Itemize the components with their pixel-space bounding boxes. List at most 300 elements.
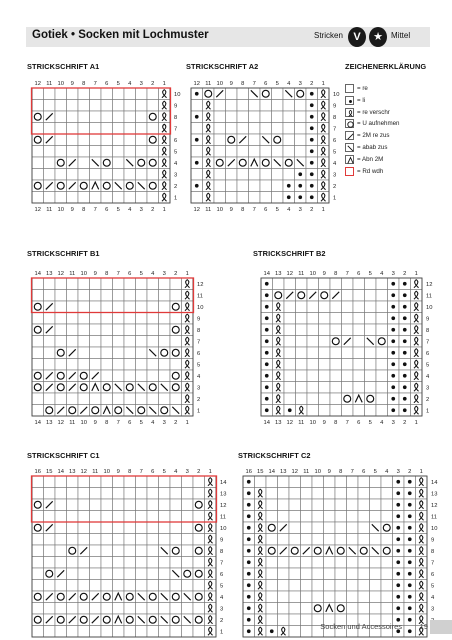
chart-cell	[113, 393, 125, 405]
chart-cell	[147, 324, 159, 336]
chart-cell	[376, 405, 388, 417]
purl-stitch-icon	[310, 115, 314, 119]
column-number: 12	[286, 271, 293, 277]
chart-cell	[113, 488, 125, 500]
chart-cell	[289, 476, 301, 488]
chart-cell	[342, 382, 354, 394]
chart-cell	[284, 370, 296, 382]
chart-cell	[170, 359, 182, 371]
chart-cell	[295, 100, 307, 112]
chart-cell	[296, 301, 308, 313]
column-number: 7	[345, 420, 349, 426]
column-number: 3	[139, 207, 143, 213]
chart-cell	[78, 290, 90, 302]
column-number: 7	[252, 207, 256, 213]
column-number: 8	[241, 207, 245, 213]
chart-cell	[55, 192, 67, 204]
purl-stitch-icon	[403, 397, 407, 401]
column-number: 7	[116, 271, 120, 277]
chart-cell	[101, 603, 113, 615]
chart-cell	[347, 476, 359, 488]
column-number: 6	[362, 469, 366, 475]
column-number: 1	[162, 81, 166, 87]
column-number: 12	[57, 271, 64, 277]
purl-stitch-icon	[403, 351, 407, 355]
column-number: 4	[287, 207, 291, 213]
chart-cell	[319, 278, 331, 290]
chart-cell	[272, 169, 284, 181]
chart-cell	[124, 370, 136, 382]
chart-cell	[101, 591, 113, 603]
v-needle-icon: V	[348, 27, 366, 47]
k2tog-symbol-icon	[345, 131, 354, 140]
chart-cell	[289, 591, 301, 603]
chart-cell	[55, 580, 67, 592]
chart-cell	[170, 557, 182, 569]
chart-cell	[136, 499, 148, 511]
chart-cell	[214, 180, 226, 192]
chart-cell	[32, 545, 44, 557]
column-number: 2	[310, 207, 314, 213]
chart-cell	[358, 580, 370, 592]
chart-cell	[312, 591, 324, 603]
chart-cell	[113, 324, 125, 336]
legend-label: = U aufnehmen	[357, 120, 400, 128]
chart-cell	[159, 290, 171, 302]
chart-cell	[90, 603, 102, 615]
column-number: 2	[151, 207, 155, 213]
row-number: 6	[333, 138, 337, 145]
chart-cell	[101, 347, 113, 359]
chart-cell	[170, 313, 182, 325]
purl-stitch-icon	[247, 514, 251, 518]
column-number: 9	[322, 420, 326, 426]
chart-cell	[182, 603, 194, 615]
chart-cell	[124, 476, 136, 488]
chart-cell	[90, 488, 102, 500]
chart-cell	[113, 568, 125, 580]
purl-stitch-icon	[408, 560, 412, 564]
chart-cell	[266, 603, 278, 615]
chart-cell	[272, 192, 284, 204]
column-number: 6	[264, 81, 268, 87]
purl-stitch-icon	[396, 514, 400, 518]
column-number: 9	[116, 469, 120, 475]
chart-cell	[370, 499, 382, 511]
chart-cell	[159, 488, 171, 500]
chart-cell	[159, 499, 171, 511]
row-number: 11	[197, 293, 204, 300]
chart-cell	[324, 522, 336, 534]
twisted-knit-symbol-icon	[345, 108, 354, 117]
chart-cell	[44, 557, 56, 569]
chart-cell	[32, 290, 44, 302]
chart-cell	[113, 603, 125, 615]
chart-cell	[365, 359, 377, 371]
chart-cell	[55, 169, 67, 181]
row-number: 10	[333, 92, 340, 99]
chart-cell	[296, 336, 308, 348]
column-number: 11	[298, 420, 305, 426]
chart-cell	[278, 603, 290, 615]
chart-cell	[237, 180, 249, 192]
chart-cell	[370, 534, 382, 546]
chart-cell	[193, 557, 205, 569]
column-number: 3	[139, 81, 143, 87]
chart-b1	[26, 268, 206, 428]
chart-cell	[113, 100, 125, 112]
chart-cell	[101, 111, 113, 123]
chart-cell	[295, 134, 307, 146]
chart-cell	[335, 580, 347, 592]
purl-stitch-icon	[396, 560, 400, 564]
chart-title-c1: STRICKSCHRIFT C1	[27, 451, 100, 460]
row-number: 9	[197, 316, 201, 323]
chart-cell	[358, 568, 370, 580]
chart-cell	[55, 134, 67, 146]
chart-cell	[330, 393, 342, 405]
chart-cell	[67, 534, 79, 546]
chart-cell	[55, 359, 67, 371]
row-number: 9	[220, 537, 224, 544]
column-number: 14	[34, 420, 41, 426]
chart-cell	[214, 134, 226, 146]
chart-cell	[136, 557, 148, 569]
chart-cell	[295, 123, 307, 135]
chart-cell	[301, 476, 313, 488]
row-number: 1	[220, 629, 224, 636]
legend-item	[345, 154, 445, 166]
chart-cell	[90, 290, 102, 302]
purl-stitch-icon	[247, 583, 251, 587]
column-number: 7	[139, 469, 143, 475]
chart-cell	[237, 123, 249, 135]
purl-stitch-icon	[408, 572, 412, 576]
chart-cell	[353, 301, 365, 313]
chart-cell	[237, 100, 249, 112]
chart-cell	[342, 359, 354, 371]
purl-stitch-icon	[247, 560, 251, 564]
row-number: 12	[426, 282, 433, 289]
chart-cell	[283, 111, 295, 123]
chart-cell	[136, 511, 148, 523]
chart-cell	[44, 192, 56, 204]
chart-cell	[101, 100, 113, 112]
chart-cell	[159, 370, 171, 382]
chart-cell	[365, 313, 377, 325]
chart-cell	[237, 88, 249, 100]
chart-cell	[90, 511, 102, 523]
column-number: 3	[391, 271, 395, 277]
row-number: 6	[220, 572, 224, 579]
chart-cell	[136, 488, 148, 500]
double-decrease-stitch-glyph	[346, 156, 355, 165]
chart-cell	[67, 88, 79, 100]
chart-a1	[26, 78, 186, 223]
column-number: 8	[105, 271, 109, 277]
legend-label: = re verschr	[357, 108, 390, 116]
chart-cell	[365, 278, 377, 290]
chart-cell	[32, 511, 44, 523]
chart-cell	[376, 324, 388, 336]
chart-cell	[301, 534, 313, 546]
chart-cell	[170, 580, 182, 592]
page-header	[26, 27, 430, 47]
column-number: 8	[339, 469, 343, 475]
chart-cell	[307, 301, 319, 313]
chart-cell	[319, 301, 331, 313]
chart-cell	[67, 278, 79, 290]
page-number: 19	[419, 622, 428, 631]
chart-cell	[124, 488, 136, 500]
chart-cell	[90, 336, 102, 348]
column-number: 8	[334, 420, 338, 426]
row-number: 5	[431, 583, 435, 590]
purl-stitch-icon	[403, 362, 407, 366]
row-number: 10	[426, 305, 433, 312]
chart-cell	[78, 568, 90, 580]
chart-cell	[266, 591, 278, 603]
chart-cell	[44, 511, 56, 523]
chart-cell	[307, 313, 319, 325]
chart-title-a1: STRICKSCHRIFT A1	[27, 62, 100, 71]
chart-cell	[278, 488, 290, 500]
chart-cell	[342, 347, 354, 359]
column-number: 2	[174, 420, 178, 426]
purl-stitch-icon	[396, 549, 400, 553]
chart-cell	[136, 301, 148, 313]
chart-cell	[124, 111, 136, 123]
column-number: 7	[116, 420, 120, 426]
chart-cell	[101, 134, 113, 146]
chart-cell	[90, 522, 102, 534]
row-number: 5	[333, 149, 337, 156]
chart-cell	[78, 146, 90, 158]
chart-cell	[32, 557, 44, 569]
chart-cell	[90, 88, 102, 100]
row-number: 3	[426, 385, 430, 392]
chart-cell	[170, 290, 182, 302]
column-number: 16	[34, 469, 41, 475]
column-number: 4	[380, 271, 384, 277]
chart-cell	[249, 111, 261, 123]
chart-cell	[319, 359, 331, 371]
chart-cell	[147, 476, 159, 488]
column-number: 9	[229, 81, 233, 87]
chart-cell	[347, 568, 359, 580]
column-number: 6	[105, 81, 109, 87]
chart-cell	[358, 522, 370, 534]
column-number: 13	[69, 469, 76, 475]
chart-cell	[44, 313, 56, 325]
chart-cell	[90, 324, 102, 336]
chart-cell	[370, 580, 382, 592]
chart-cell	[381, 580, 393, 592]
column-number: 5	[139, 420, 143, 426]
row-number: 2	[197, 397, 201, 404]
chart-cell	[159, 557, 171, 569]
column-number: 9	[229, 207, 233, 213]
purl-stitch-icon	[408, 537, 412, 541]
chart-cell	[101, 324, 113, 336]
chart-cell	[101, 476, 113, 488]
chart-cell	[342, 290, 354, 302]
chart-cell	[365, 405, 377, 417]
column-number: 5	[116, 81, 120, 87]
purl-stitch-icon	[310, 92, 314, 96]
row-number: 3	[197, 385, 201, 392]
legend-item	[345, 166, 445, 178]
row-number: 9	[431, 537, 435, 544]
chart-cell	[226, 88, 238, 100]
chart-cell	[335, 557, 347, 569]
chart-cell	[124, 169, 136, 181]
chart-cell	[312, 580, 324, 592]
column-number: 12	[193, 81, 200, 87]
chart-cell	[312, 499, 324, 511]
chart-cell	[278, 568, 290, 580]
chart-cell	[78, 301, 90, 313]
chart-cell	[381, 568, 393, 580]
chart-cell	[124, 336, 136, 348]
chart-cell	[312, 488, 324, 500]
chart-cell	[101, 336, 113, 348]
chart-cell	[113, 123, 125, 135]
legend-label: = Abn 2M	[357, 155, 384, 163]
purl-stitch-icon	[298, 195, 302, 199]
chart-cell	[67, 290, 79, 302]
chart-cell	[147, 301, 159, 313]
chart-cell	[260, 123, 272, 135]
chart-cell	[260, 169, 272, 181]
chart-cell	[159, 580, 171, 592]
chart-cell	[226, 169, 238, 181]
purl-stitch-icon	[396, 583, 400, 587]
chart-cell	[319, 405, 331, 417]
column-number: 6	[357, 420, 361, 426]
purl-stitch-icon	[247, 491, 251, 495]
chart-cell	[44, 290, 56, 302]
chart-cell	[301, 580, 313, 592]
chart-cell	[283, 169, 295, 181]
chart-cell	[101, 568, 113, 580]
purl-stitch-icon	[195, 184, 199, 188]
chart-cell	[44, 157, 56, 169]
chart-cell	[67, 123, 79, 135]
chart-c1	[26, 466, 227, 636]
purl-stitch-icon	[391, 351, 395, 355]
column-number: 13	[46, 420, 53, 426]
purl-stitch-icon	[265, 385, 269, 389]
purl-stitch-icon	[287, 184, 291, 188]
chart-cell	[260, 146, 272, 158]
column-number: 9	[93, 271, 97, 277]
column-number: 10	[57, 207, 64, 213]
purl-stitch-icon	[408, 526, 412, 530]
legend-item	[345, 107, 445, 119]
chart-cell	[55, 488, 67, 500]
purl-stitch-icon	[391, 339, 395, 343]
chart-cell	[301, 557, 313, 569]
chart-cell	[136, 568, 148, 580]
chart-cell	[296, 370, 308, 382]
chart-cell	[113, 522, 125, 534]
column-number: 15	[257, 469, 264, 475]
row-number: 2	[174, 184, 178, 191]
chart-cell	[182, 476, 194, 488]
chart-cell	[32, 169, 44, 181]
chart-cell	[101, 290, 113, 302]
purl-stitch-icon	[403, 282, 407, 286]
chart-cell	[301, 603, 313, 615]
chart-cell	[136, 123, 148, 135]
column-number: 13	[280, 469, 287, 475]
chart-cell	[295, 111, 307, 123]
purl-stitch-icon	[403, 385, 407, 389]
purl-stitch-icon	[391, 408, 395, 412]
chart-cell	[324, 511, 336, 523]
chart-cell	[32, 336, 44, 348]
row-number: 8	[174, 115, 178, 122]
chart-cell	[147, 290, 159, 302]
chart-cell	[284, 336, 296, 348]
chart-cell	[147, 100, 159, 112]
purl-stitch-glyph	[346, 97, 355, 106]
column-number: 11	[69, 271, 76, 277]
chart-cell	[136, 111, 148, 123]
chart-cell	[249, 123, 261, 135]
chart-c2	[237, 466, 437, 616]
chart-cell	[330, 405, 342, 417]
chart-cell	[307, 405, 319, 417]
double-decrease-symbol-icon	[345, 155, 354, 164]
column-number: 6	[128, 271, 132, 277]
purl-stitch-icon	[310, 126, 314, 130]
chart-cell	[249, 180, 261, 192]
chart-cell	[159, 476, 171, 488]
chart-cell	[278, 580, 290, 592]
chart-cell	[376, 382, 388, 394]
chart-cell	[226, 111, 238, 123]
chart-cell	[312, 568, 324, 580]
chart-title-c2: STRICKSCHRIFT C2	[238, 451, 311, 460]
ssk-stitch-glyph	[346, 144, 355, 153]
chart-cell	[32, 278, 44, 290]
knit-stitch-glyph	[346, 85, 355, 94]
chart-cell	[124, 301, 136, 313]
chart-cell	[136, 290, 148, 302]
chart-cell	[370, 488, 382, 500]
chart-cell	[266, 534, 278, 546]
chart-cell	[365, 290, 377, 302]
column-number: 4	[151, 420, 155, 426]
column-number: 16	[245, 469, 252, 475]
chart-cell	[113, 192, 125, 204]
chart-cell	[78, 359, 90, 371]
chart-cell	[32, 347, 44, 359]
chart-cell	[319, 393, 331, 405]
purl-stitch-icon	[408, 583, 412, 587]
chart-cell	[347, 488, 359, 500]
purl-stitch-icon	[396, 480, 400, 484]
chart-cell	[67, 499, 79, 511]
chart-cell	[136, 100, 148, 112]
chart-cell	[113, 157, 125, 169]
footer-book-title: Socken und Accessoires	[320, 622, 402, 631]
chart-cell	[136, 534, 148, 546]
chart-cell	[101, 88, 113, 100]
chart-cell	[124, 100, 136, 112]
